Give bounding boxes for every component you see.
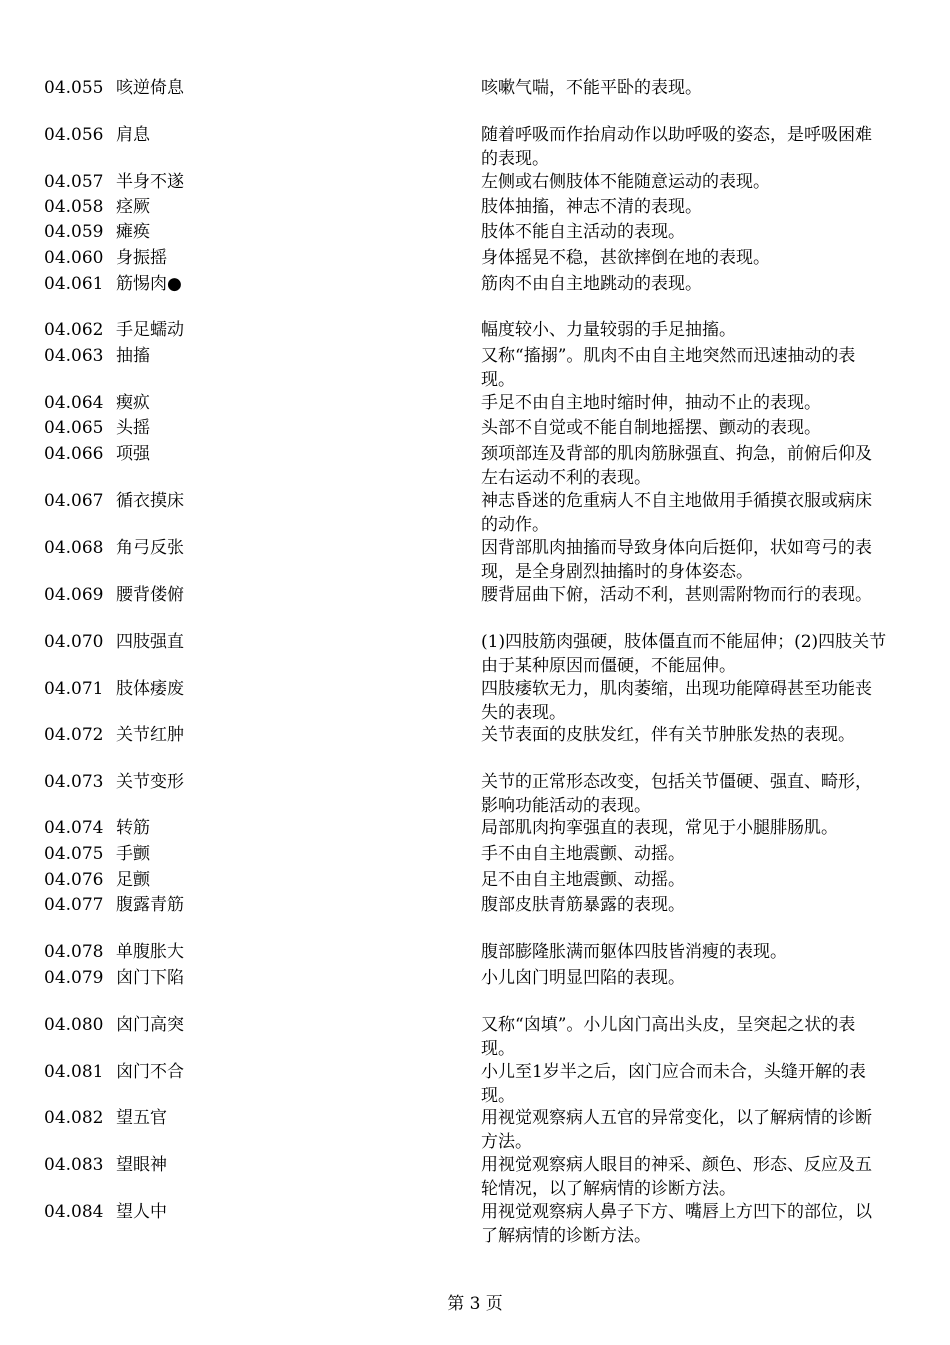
- entry-definition: 又称“囟填”。小儿囟门高出头皮，呈突起之状的表现。: [481, 1015, 856, 1059]
- glossary-entry: [0, 123, 950, 173]
- entry-term: 囟门下陷: [116, 968, 184, 988]
- entry-definition: 又称“搐搦”。肌肉不由自主地突然而迅速抽动的表现。: [481, 346, 856, 390]
- entry-definition: 关节的正常形态改变，包括关节僵硬、强直、畸形，影响功能活动的表现。: [481, 772, 872, 816]
- glossary-entry: [0, 1106, 950, 1156]
- entry-definition: 咳嗽气喘，不能平卧的表现。: [481, 78, 702, 98]
- entry-term: 循衣摸床: [116, 491, 184, 511]
- entry-definition: 手不由自主地震颤、动摇。: [481, 844, 685, 864]
- glossary-entry: [0, 966, 950, 1016]
- entry-code: 04.068: [44, 538, 104, 558]
- entry-definition: 左侧或右侧肢体不能随意运动的表现。: [481, 172, 770, 192]
- entry-term: 身振摇: [116, 248, 167, 268]
- entry-definition: 神志昏迷的危重病人不自主地做用手循摸衣服或病床的动作。: [481, 491, 872, 535]
- glossary-entry: [0, 489, 950, 539]
- glossary-entry: [0, 677, 950, 727]
- entry-term: 望人中: [116, 1202, 167, 1222]
- entry-term: 望眼神: [116, 1155, 167, 1175]
- entry-code: 04.062: [44, 320, 104, 340]
- entry-term: 腰背偻俯: [116, 585, 184, 605]
- glossary-entry: [0, 893, 950, 943]
- entry-definition: 用视觉观察病人眼目的神采、颜色、形态、反应及五轮情况，以了解病情的诊断方法。: [481, 1155, 872, 1199]
- entry-code: 04.069: [44, 585, 104, 605]
- entry-definition: 肢体不能自主活动的表现。: [481, 222, 685, 242]
- entry-term: 头摇: [116, 418, 150, 438]
- entry-definition: 关节表面的皮肤发红，伴有关节肿胀发热的表现。: [481, 725, 855, 745]
- entry-code: 04.076: [44, 870, 104, 890]
- entry-definition: 小儿至1岁半之后，囟门应合而未合，头缝开解的表现。: [481, 1062, 866, 1106]
- entry-code: 04.067: [44, 491, 104, 511]
- entry-term: 四肢强直: [116, 632, 184, 652]
- entry-definition: (1)四肢筋肉强硬，肢体僵直而不能屈伸；(2)四肢关节由于某种原因而僵硬，不能屈伸。: [481, 632, 887, 676]
- entry-code: 04.075: [44, 844, 104, 864]
- entry-term: 抽搐: [116, 346, 150, 366]
- entry-code: 04.078: [44, 942, 104, 962]
- entry-code: 04.059: [44, 222, 104, 242]
- entry-definition: 幅度较小、力量较弱的手足抽搐。: [481, 320, 736, 340]
- entry-term: 筋惕肉●: [116, 274, 182, 294]
- entry-definition: 肢体抽搐，神志不清的表现。: [481, 197, 702, 217]
- entry-code: 04.056: [44, 125, 104, 145]
- glossary-entry: [0, 1013, 950, 1063]
- entry-definition: 身体摇晃不稳，甚欲摔倒在地的表现。: [481, 248, 770, 268]
- entry-term: 项强: [116, 444, 150, 464]
- glossary-entry: [0, 1200, 950, 1250]
- entry-term: 瘈疭: [116, 393, 150, 413]
- glossary-entry: [0, 770, 950, 820]
- entry-definition: 小儿囟门明显凹陷的表现。: [481, 968, 685, 988]
- entry-term: 角弓反张: [116, 538, 184, 558]
- entry-code: 04.082: [44, 1108, 104, 1128]
- entry-code: 04.084: [44, 1202, 104, 1222]
- entry-code: 04.064: [44, 393, 104, 413]
- entry-code: 04.065: [44, 418, 104, 438]
- glossary-entry: [0, 583, 950, 633]
- entry-code: 04.071: [44, 679, 104, 699]
- entry-code: 04.070: [44, 632, 104, 652]
- entry-code: 04.060: [44, 248, 104, 268]
- entry-code: 04.077: [44, 895, 104, 915]
- entry-term: 望五官: [116, 1108, 167, 1128]
- entry-term: 单腹胀大: [116, 942, 184, 962]
- entry-term: 手足蠕动: [116, 320, 184, 340]
- entry-term: 关节变形: [116, 772, 184, 792]
- entry-term: 囟门高突: [116, 1015, 184, 1035]
- entry-definition: 随着呼吸而作抬肩动作以助呼吸的姿态，是呼吸困难的表现。: [481, 125, 872, 169]
- entry-code: 04.074: [44, 818, 104, 838]
- glossary-entry: [0, 630, 950, 680]
- glossary-entry: [0, 536, 950, 586]
- entry-code: 04.081: [44, 1062, 104, 1082]
- entry-term: 痉厥: [116, 197, 150, 217]
- glossary-entry: [0, 344, 950, 394]
- entry-code: 04.079: [44, 968, 104, 988]
- entry-code: 04.072: [44, 725, 104, 745]
- entry-term: 肩息: [116, 125, 150, 145]
- entry-definition: 足不由自主地震颤、动摇。: [481, 870, 685, 890]
- entry-term: 腹露青筋: [116, 895, 184, 915]
- entry-term: 肢体痿废: [116, 679, 184, 699]
- entry-definition: 因背部肌肉抽搐而导致身体向后挺仰，状如弯弓的表现，是全身剧烈抽搐时的身体姿态。: [481, 538, 872, 582]
- entry-definition: 腰背屈曲下俯，活动不利，甚则需附物而行的表现。: [481, 585, 872, 605]
- entry-definition: 用视觉观察病人五官的异常变化，以了解病情的诊断方法。: [481, 1108, 872, 1152]
- entry-definition: 腹部皮肤青筋暴露的表现。: [481, 895, 685, 915]
- entry-code: 04.055: [44, 78, 104, 98]
- glossary-entry: [0, 1060, 950, 1110]
- entry-term: 手颤: [116, 844, 150, 864]
- entry-definition: 用视觉观察病人鼻子下方、嘴唇上方凹下的部位，以了解病情的诊断方法。: [481, 1202, 872, 1246]
- glossary-entry: [0, 76, 950, 126]
- entry-code: 04.073: [44, 772, 104, 792]
- entry-code: 04.057: [44, 172, 104, 192]
- entry-term: 咳逆倚息: [116, 78, 184, 98]
- entry-definition: 腹部膨隆胀满而躯体四肢皆消瘦的表现。: [481, 942, 787, 962]
- entry-code: 04.083: [44, 1155, 104, 1175]
- entry-definition: 筋肉不由自主地跳动的表现。: [481, 274, 702, 294]
- page-number: 第 3 页: [447, 1294, 503, 1314]
- entry-term: 半身不遂: [116, 172, 184, 192]
- entry-definition: 四肢痿软无力，肌肉萎缩，出现功能障碍甚至功能丧失的表现。: [481, 679, 872, 723]
- entry-definition: 局部肌肉拘挛强直的表现，常见于小腿腓肠肌。: [481, 818, 838, 838]
- entry-definition: 手足不由自主地时缩时伸，抽动不止的表现。: [481, 393, 821, 413]
- entry-term: 囟门不合: [116, 1062, 184, 1082]
- entry-code: 04.080: [44, 1015, 104, 1035]
- entry-definition: 颈项部连及背部的肌肉筋脉强直、拘急，前俯后仰及左右运动不利的表现。: [481, 444, 872, 488]
- entry-term: 瘫痪: [116, 222, 150, 242]
- entry-code: 04.058: [44, 197, 104, 217]
- entry-code: 04.066: [44, 444, 104, 464]
- glossary-entry: [0, 442, 950, 492]
- glossary-entry: [0, 272, 950, 322]
- entry-term: 足颤: [116, 870, 150, 890]
- entry-term: 转筋: [116, 818, 150, 838]
- entry-definition: 头部不自觉或不能自制地摇摆、颤动的表现。: [481, 418, 821, 438]
- glossary-entry: [0, 723, 950, 773]
- entry-code: 04.063: [44, 346, 104, 366]
- entry-term: 关节红肿: [116, 725, 184, 745]
- glossary-entry: [0, 1153, 950, 1203]
- entry-code: 04.061: [44, 274, 104, 294]
